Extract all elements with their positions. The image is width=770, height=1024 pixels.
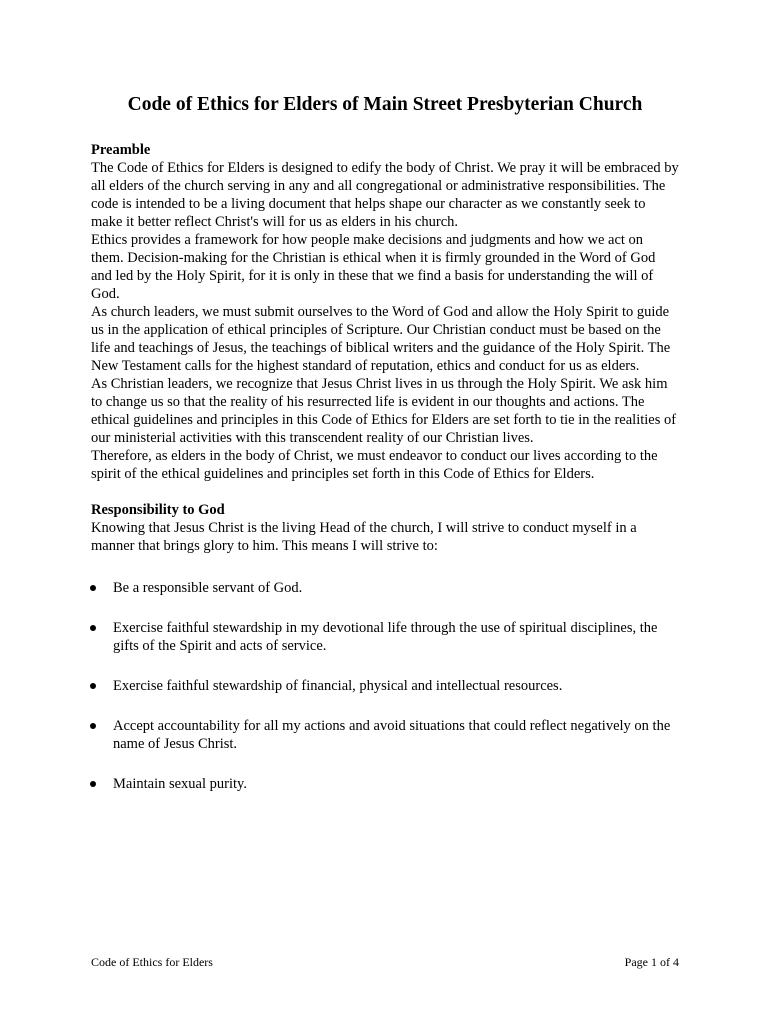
list-item — [91, 619, 679, 655]
responsibility-list — [91, 579, 679, 793]
preamble-paragraph-3: As church leaders, we must submit ourselves to the Word of God and allow the Holy Spirit to guide us in the application of ethical principles of Scripture. Our Christian conduct must be based on the life and teachings of Jesus, the teachings of biblical writers and the guidance of the Holy Spirit. The New Testament calls for the highest standard of reputation, ethics and conduct for us as elders. — [91, 304, 671, 374]
list-item-text: Exercise faithful stewardship of financial, physical and intellectual resources. — [113, 678, 563, 694]
list-item — [91, 717, 679, 753]
footer-page-number: Page 1 of 4 — [624, 955, 679, 969]
preamble-paragraph-2: Ethics provides a framework for how people make decisions and judgments and how we act on them. Decision-making for the Christian is ethical when it is firmly grounded in the Word of God and led by the Holy Spirit, for it is only in these that we find a basis for understanding the will of God. — [91, 232, 656, 302]
list-item-text: Be a responsible servant of God. — [113, 580, 303, 596]
list-item-text: Accept accountability for all my actions and avoid situations that could reflect negatively on the name of Jesus Christ. — [113, 718, 671, 752]
document-title: Code of Ethics for Elders of Main Street Presbyterian Church — [127, 94, 643, 115]
page-content — [91, 93, 679, 793]
preamble-paragraph-1: The Code of Ethics for Elders is designed to edify the body of Christ. We pray it will be embraced by all elders of the church serving in any and all congregational or administrative responsibilities. The code is intended to be a living document that helps shape our character as we constantly seek to make it better reflect Christ's will for us as elders in his church. — [91, 160, 679, 230]
list-item — [91, 677, 679, 695]
list-item — [91, 775, 679, 793]
bullet-icon — [90, 723, 96, 729]
bullet-icon — [90, 625, 96, 631]
list-item-text: Exercise faithful stewardship in my devotional life through the use of spiritual disciplines, the gifts of the Spirit and acts of service. — [113, 620, 658, 654]
footer-document-name: Code of Ethics for Elders — [91, 955, 213, 969]
bullet-icon — [90, 683, 96, 689]
responsibility-intro: Knowing that Jesus Christ is the living Head of the church, I will strive to conduct myself in a manner that brings glory to him. This means I will strive to: — [91, 520, 637, 554]
list-item-text: Maintain sexual purity. — [113, 776, 247, 792]
bullet-icon — [90, 585, 96, 591]
preamble-heading: Preamble — [91, 142, 151, 158]
bullet-icon — [90, 781, 96, 787]
preamble-paragraph-5: Therefore, as elders in the body of Christ, we must endeavor to conduct our lives according to the spirit of the ethical guidelines and principles set forth in this Code of Ethics for Elders. — [91, 448, 658, 482]
preamble-paragraph-4: As Christian leaders, we recognize that Jesus Christ lives in us through the Holy Spirit. We ask him to change us so that the reality of his resurrected life is evident in our thoughts and actions. The ethical guidelines and principles in this Code of Ethics for Elders are set forth to tie in the realities of our ministerial activities with this transcendent reality of our Christian lives. — [91, 376, 677, 446]
responsibility-heading: Responsibility to God — [91, 502, 225, 518]
list-item — [91, 579, 679, 597]
